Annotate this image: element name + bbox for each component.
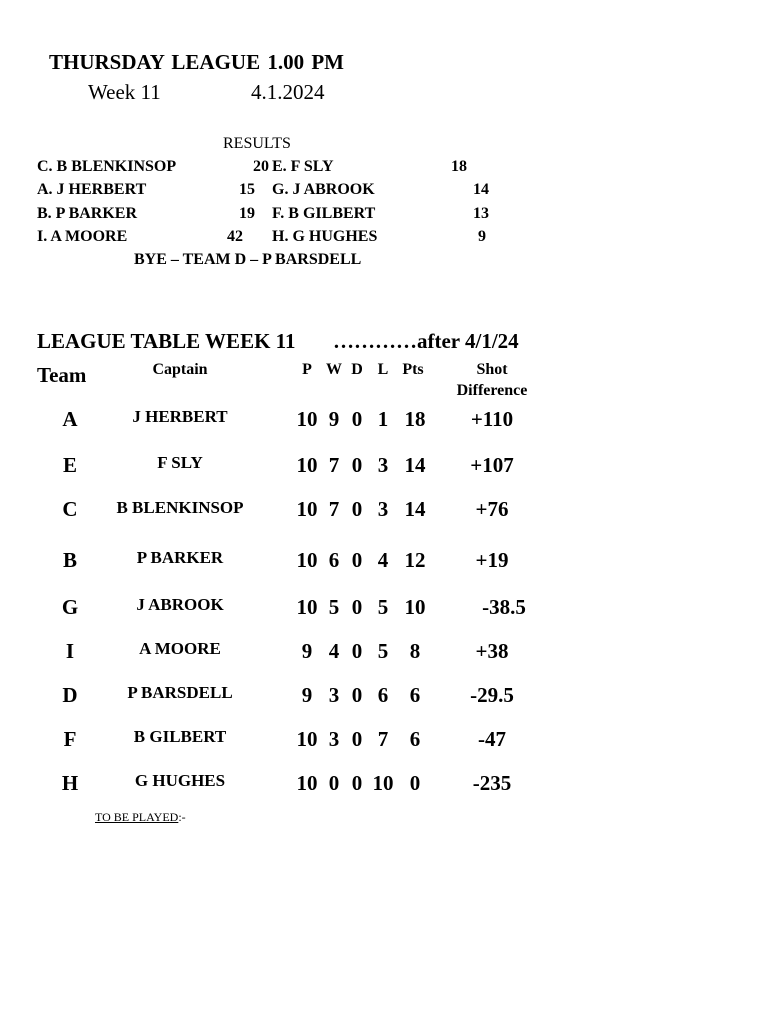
to-be-played-note <box>95 810 186 825</box>
result-home-team: C. B BLENKINSOP <box>37 158 177 175</box>
result-away-team: H. G HUGHES <box>272 228 378 245</box>
won-cell: 3 <box>328 683 340 707</box>
lost-cell: 7 <box>377 727 389 751</box>
played-cell: 10 <box>296 497 318 521</box>
won-cell: 6 <box>328 548 340 572</box>
result-home-score: 42 <box>227 228 243 245</box>
played-cell: 10 <box>296 727 318 751</box>
team-letter: F <box>63 727 77 751</box>
column-header-points: Pts <box>402 361 424 378</box>
team-letter: E <box>62 453 77 477</box>
won-cell: 7 <box>328 453 340 477</box>
drawn-cell: 0 <box>351 683 363 707</box>
result-away-score: 13 <box>473 205 489 222</box>
result-home-team: I. A MOORE <box>37 228 128 245</box>
drawn-cell: 0 <box>351 771 363 795</box>
played-cell: 10 <box>296 771 318 795</box>
points-cell: 10 <box>404 595 426 619</box>
won-cell: 3 <box>328 727 340 751</box>
captain-name: B GILBERT <box>133 727 227 746</box>
shot-difference-cell: +110 <box>470 407 514 431</box>
league-table-after-date: …………after 4/1/24 <box>333 329 519 353</box>
played-cell: 10 <box>296 548 318 572</box>
played-cell: 9 <box>301 683 313 707</box>
shot-difference-cell: +38 <box>475 639 509 663</box>
result-home-team: A. J HERBERT <box>37 181 147 198</box>
points-cell: 8 <box>409 639 421 663</box>
points-cell: 12 <box>404 548 426 572</box>
result-away-team: E. F SLY <box>272 158 334 175</box>
won-cell: 4 <box>328 639 340 663</box>
result-home-team: B. P BARKER <box>37 205 138 222</box>
drawn-cell: 0 <box>351 595 363 619</box>
week-label: Week 11 <box>88 80 161 104</box>
result-away-score: 9 <box>478 228 486 245</box>
column-header-played: P <box>302 361 312 378</box>
bye-note: BYE – TEAM D – P BARSDELL <box>134 251 362 268</box>
column-header-difference: Difference <box>456 382 528 399</box>
league-table-title: LEAGUE TABLE WEEK 11 <box>37 329 296 353</box>
captain-name: F SLY <box>157 453 203 472</box>
column-header-drawn: D <box>351 361 363 378</box>
played-cell: 10 <box>296 453 318 477</box>
played-cell: 9 <box>301 639 313 663</box>
drawn-cell: 0 <box>351 407 363 431</box>
page-title: THURSDAY LEAGUE 1.00 PM <box>49 50 344 74</box>
team-letter: A <box>62 407 78 431</box>
shot-difference-cell: +19 <box>475 548 509 572</box>
points-cell: 6 <box>409 727 421 751</box>
shot-difference-cell: +76 <box>475 497 509 521</box>
points-cell: 18 <box>404 407 426 431</box>
results-heading: RESULTS <box>223 135 291 152</box>
captain-name: P BARSDELL <box>127 683 233 702</box>
won-cell: 9 <box>328 407 340 431</box>
drawn-cell: 0 <box>351 727 363 751</box>
result-away-team: F. B GILBERT <box>272 205 376 222</box>
played-cell: 10 <box>296 595 318 619</box>
lost-cell: 1 <box>377 407 389 431</box>
column-header-lost: L <box>377 361 389 378</box>
team-letter: I <box>65 639 75 663</box>
shot-difference-cell: -29.5 <box>470 683 514 707</box>
played-cell: 10 <box>296 407 318 431</box>
column-header-won: W <box>326 361 342 378</box>
captain-name: G HUGHES <box>134 771 226 790</box>
captain-name: A MOORE <box>139 639 221 658</box>
result-away-score: 14 <box>473 181 489 198</box>
team-letter: D <box>62 683 78 707</box>
team-letter: H <box>61 771 79 795</box>
shot-difference-cell: -235 <box>472 771 512 795</box>
result-home-score: 19 <box>239 205 255 222</box>
lost-cell: 3 <box>377 497 389 521</box>
drawn-cell: 0 <box>351 497 363 521</box>
points-cell: 0 <box>409 771 421 795</box>
drawn-cell: 0 <box>351 548 363 572</box>
lost-cell: 3 <box>377 453 389 477</box>
team-letter: B <box>62 548 77 572</box>
result-home-score: 15 <box>239 181 255 198</box>
lost-cell: 5 <box>377 639 389 663</box>
points-cell: 14 <box>404 453 426 477</box>
shot-difference-cell: -38.5 <box>482 595 526 619</box>
result-home-score: 20 <box>253 158 269 175</box>
result-away-team: G. J ABROOK <box>272 181 375 198</box>
lost-cell: 6 <box>377 683 389 707</box>
to-be-played-label: TO BE PLAYED <box>95 810 179 824</box>
captain-name: J ABROOK <box>136 595 224 614</box>
date-label: 4.1.2024 <box>251 80 325 104</box>
captain-name: B BLENKINSOP <box>116 498 244 517</box>
won-cell: 7 <box>328 497 340 521</box>
lost-cell: 5 <box>377 595 389 619</box>
points-cell: 6 <box>409 683 421 707</box>
drawn-cell: 0 <box>351 453 363 477</box>
lost-cell: 10 <box>372 771 394 795</box>
captain-name: P BARKER <box>136 548 224 567</box>
column-header-captain: Captain <box>152 361 208 378</box>
column-header-team: Team <box>37 363 87 387</box>
column-header-shot: Shot <box>476 361 508 378</box>
won-cell: 0 <box>328 771 340 795</box>
result-away-score: 18 <box>451 158 467 175</box>
shot-difference-cell: +107 <box>470 453 514 477</box>
shot-difference-cell: -47 <box>478 727 506 751</box>
team-letter: G <box>61 595 79 619</box>
won-cell: 5 <box>328 595 340 619</box>
team-letter: C <box>62 497 78 521</box>
lost-cell: 4 <box>377 548 389 572</box>
captain-name: J HERBERT <box>132 407 228 426</box>
points-cell: 14 <box>404 497 426 521</box>
drawn-cell: 0 <box>351 639 363 663</box>
to-be-played-suffix: :- <box>178 810 186 824</box>
